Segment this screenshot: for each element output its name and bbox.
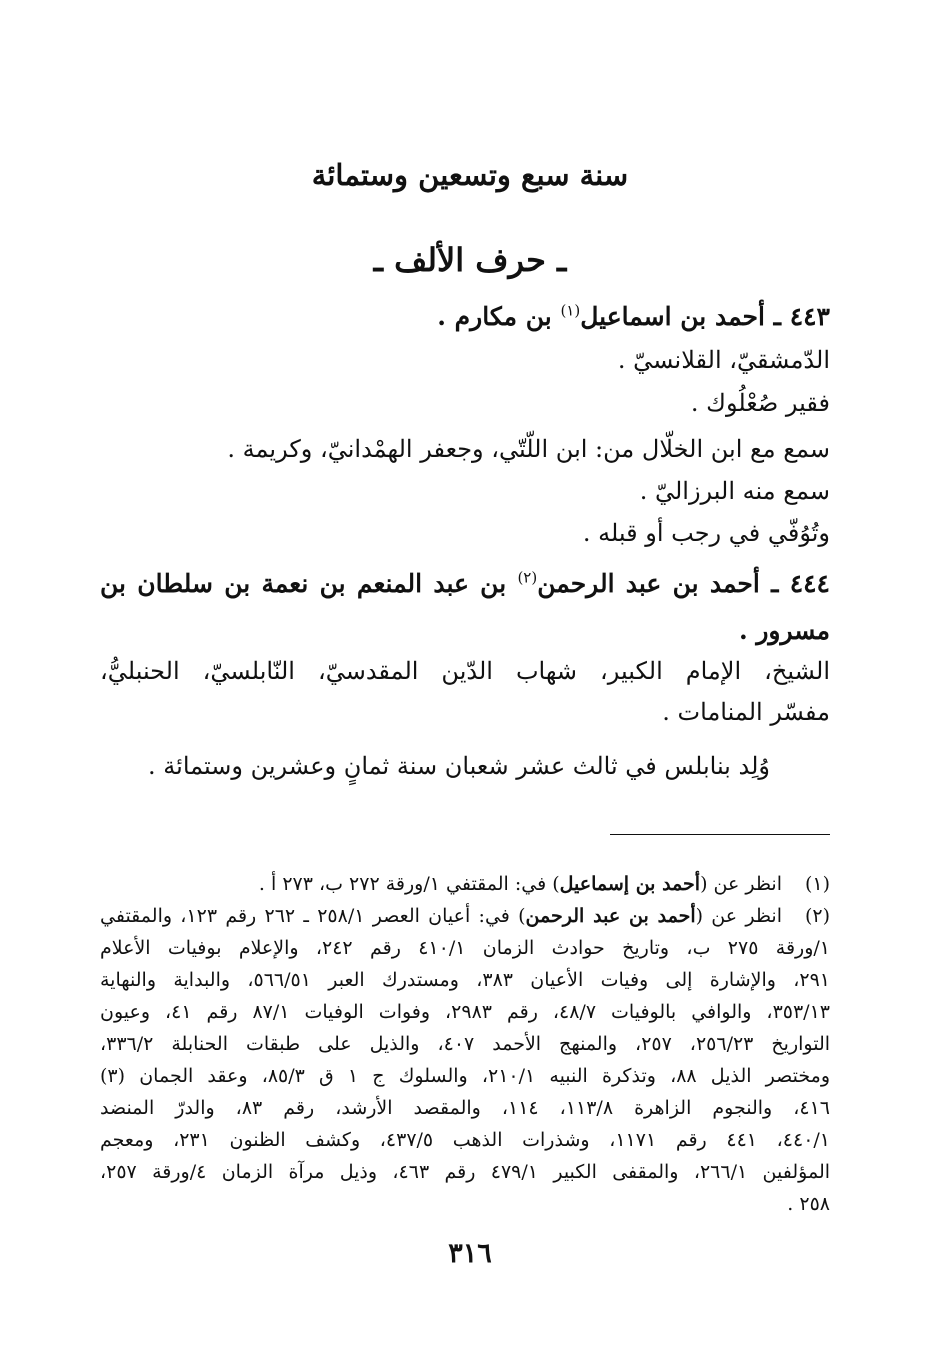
footnote-line: المؤلفين ٢٦٦/١، والمقفى الكبير ٤٧٩/١ رقم ٤٦٣، وذيل مرآة الزمان ٤/ورقة ٢٥٧،: [100, 1161, 831, 1183]
footnote-line: ٢٩١، والإشارة إلى وفيات الأعيان ٣٨٣، ومستدرك العبر ٥٦٦/٥١، والبداية والنهاية: [100, 969, 831, 991]
entry-443-number: ٤٤٣ ـ: [773, 302, 830, 331]
entry-443-name: أحمد بن اسماعيل: [580, 302, 765, 331]
footnote-number: (٢): [804, 905, 830, 927]
footnote-line: [100, 868, 782, 900]
footnote-line: التواريخ ٢٥٦/٢٣، ٢٥٧، والمنهج الأحمد ٤٠٧، والذيل على طبقات الحنابلة ٣٣٦/٢،: [100, 1033, 831, 1055]
entry-444-name: أحمد بن عبد الرحمن: [537, 569, 760, 598]
entry-444-name-continued: مسرور .: [738, 616, 830, 645]
footnote-separator: [610, 834, 830, 835]
entry-443-heading: [100, 296, 830, 338]
footnote-1: [100, 868, 830, 900]
section-title: ـ حرف الألف ـ: [373, 241, 567, 279]
year-title: سنة سبع وتسعين وستمائة: [311, 158, 629, 192]
footnote-ref-2[interactable]: (٢): [517, 568, 538, 587]
footnote-text: ) في: أعيان العصر ٢٥٨/١ ـ ٢٦٢ رقم ١٢٣، والمقتفي: [100, 905, 526, 927]
footnote-line: ٤٤٠/١، ٤٤١ رقم ١١٧١، وشذرات الذهب ٤٣٧/٥، وكشف الظنون ٢٣١، ومعجم: [100, 1129, 831, 1151]
footnote-subject: أحمد بن إسماعيل: [559, 873, 701, 895]
footnote-subject: أحمد بن عبد الرحمن: [525, 905, 696, 927]
entry-444-titles: الشيخ، الإمام الكبير، شهاب الدّين المقدسيّ، النّابلسيّ، الحنبليُّ،: [100, 657, 830, 685]
footnote-line: ٢٥٨ .: [787, 1193, 830, 1215]
footnote-line: ٣٥٣/١٣، والوافي بالوفيات ٤٨/٧، رقم ٢٩٨٣، وفوات الوفيات ٨٧/١ رقم ٤١، وعيون: [100, 1001, 830, 1023]
entry-443-heard-from: سمع منه البرزاليّ .: [639, 477, 830, 505]
entry-443-heard: سمع مع ابن الخلّال من: ابن اللّتّي، وجعفر الهمْدانيّ، وكريمة .: [227, 435, 830, 463]
entry-444-titles-continued: مفسّر المنامات .: [662, 698, 830, 726]
footnote-ref-1[interactable]: (١): [560, 301, 581, 320]
entry-443-nisba: الدّمشقيّ، القلانسيّ .: [617, 346, 830, 374]
entry-443-description: فقير صُعْلُوك .: [690, 389, 830, 417]
footnote-line: ٤١٦، والنجوم الزاهرة ١١٣/٨، ١١٤، والمقصد الأرشد، رقم ٨٣، والدرّ المنضد: [100, 1097, 831, 1119]
entry-444-number: ٤٤٤ ـ: [771, 569, 830, 598]
footnote-text: انظر عن (: [700, 873, 782, 895]
footnotes: [100, 868, 830, 1220]
footnote-text: ) في: المقتفي ١/ورقة ٢٧٢ ب، ٢٧٣ أ .: [258, 873, 560, 895]
entry-444-name-rest: بن عبد المنعم بن نعمة بن سلطان بن: [100, 569, 507, 598]
footnote-line: ومختصر الذيل ٨٨، وتذكرة النبيه ٢١٠/١، والسلوك ج ١ ق ٨٥/٣، وعقد الجمان (٣): [100, 1065, 830, 1087]
page-number: ٣١٦: [448, 1238, 492, 1269]
entry-443-name-rest: بن مكارم .: [437, 302, 552, 331]
footnote-line: ١/ورقة ٢٧٥ ب، وتاريخ حوادث الزمان ٤١٠/١ رقم ٢٤٢، والإعلام بوفيات الأعلام: [100, 937, 830, 959]
entry-443-death: وتُوُفّي في رجب أو قبله .: [582, 519, 830, 547]
entry-444-heading: [100, 563, 830, 605]
footnote-number: (١): [804, 873, 830, 895]
footnote-2: [100, 900, 830, 1220]
footnote-text: انظر عن (: [695, 905, 782, 927]
footnote-line: [100, 900, 782, 932]
entry-444-birth: وُلِد بنابلس في ثالث عشر شعبان سنة ثمانٍ وعشرين وستمائة .: [148, 752, 770, 780]
